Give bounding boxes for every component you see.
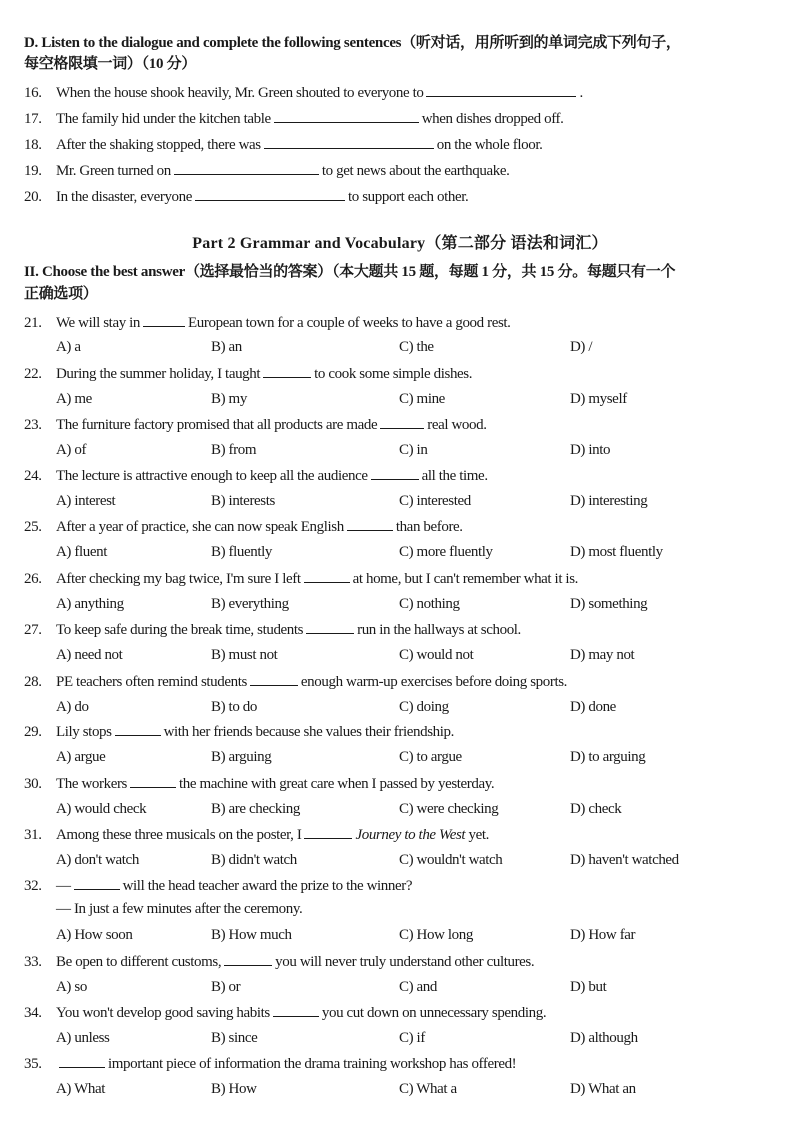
options-22: [56, 389, 776, 409]
question-number: 23.: [24, 417, 42, 433]
option-a[interactable]: A) don't watch: [56, 852, 139, 868]
item-text-before: The family hid under the kitchen table: [56, 111, 271, 127]
option-d[interactable]: D) most fluently: [570, 544, 663, 560]
option-d[interactable]: D) into: [570, 442, 611, 458]
question-number: 21.: [24, 315, 42, 331]
question-text-before: After checking my bag twice, I'm sure I left: [56, 571, 301, 587]
question-text-before: Among these three musicals on the poster, I: [56, 827, 302, 843]
answer-blank[interactable]: [74, 875, 120, 890]
option-d[interactable]: D) /: [570, 339, 593, 355]
question-text-after: yet.: [465, 827, 490, 843]
option-a[interactable]: A) argue: [56, 749, 106, 765]
part2-title: Part 2 Grammar and Vocabulary（第二部分 语法和词汇）: [192, 235, 608, 252]
option-d[interactable]: D) but: [570, 979, 607, 995]
options-30: [56, 799, 776, 819]
question-24: [24, 465, 774, 485]
option-a[interactable]: A) would check: [56, 801, 147, 817]
question-number: 24.: [24, 468, 42, 484]
option-b[interactable]: B) arguing: [211, 749, 272, 765]
answer-blank[interactable]: [304, 568, 350, 583]
question-text-after: important piece of information the drama training workshop has offered!: [108, 1056, 517, 1072]
question-26: [24, 568, 774, 588]
question-number: 31.: [24, 827, 42, 843]
option-a[interactable]: A) of: [56, 442, 87, 458]
question-34: [24, 1002, 774, 1022]
fill-item-17: [24, 108, 774, 128]
option-a[interactable]: A) anything: [56, 596, 124, 612]
question-31: [24, 824, 774, 844]
option-c[interactable]: C) if: [399, 1030, 425, 1046]
question-text-after: European town for a couple of weeks to have a good rest.: [188, 315, 511, 331]
question-text-after: will the head teacher award the prize to the winner?: [122, 878, 413, 894]
option-c[interactable]: C) How long: [399, 927, 473, 943]
option-d[interactable]: D) myself: [570, 391, 627, 407]
answer-blank[interactable]: [264, 134, 434, 149]
option-c[interactable]: C) doing: [399, 699, 449, 715]
option-a[interactable]: A) do: [56, 699, 89, 715]
option-d[interactable]: D) although: [570, 1030, 638, 1046]
question-text-before: The workers: [56, 776, 127, 792]
item-text-after: to support each other.: [348, 189, 469, 205]
question-number: 27.: [24, 622, 42, 638]
option-d[interactable]: D) done: [570, 699, 616, 715]
option-a[interactable]: A) need not: [56, 647, 123, 663]
question-32: [24, 875, 774, 895]
question-text-before: The lecture is attractive enough to keep all the audience: [56, 468, 368, 484]
item-number: 19.: [24, 163, 42, 179]
fill-item-16: [24, 82, 774, 102]
answer-blank[interactable]: [371, 465, 419, 480]
option-b[interactable]: B) must not: [211, 647, 278, 663]
option-c[interactable]: C) in: [399, 442, 428, 458]
option-a[interactable]: A) How soon: [56, 927, 133, 943]
answer-blank[interactable]: [174, 160, 319, 175]
question-text-before: After a year of practice, she can now speak English: [56, 519, 344, 535]
item-text-before: When the house shook heavily, Mr. Green shouted to everyone to: [56, 85, 424, 101]
options-23: [56, 440, 776, 460]
question-text-after: to cook some simple dishes.: [314, 366, 473, 382]
question-22: [24, 363, 774, 383]
option-c[interactable]: C) more fluently: [399, 544, 493, 560]
question-25: [24, 516, 774, 536]
answer-blank[interactable]: [59, 1053, 105, 1068]
item-number: 17.: [24, 111, 42, 127]
item-text-before: In the disaster, everyone: [56, 189, 193, 205]
question-text-after: with her friends because she values their friendship.: [163, 724, 454, 740]
question-text-after: than before.: [395, 519, 463, 535]
option-d[interactable]: D) interesting: [570, 493, 648, 509]
options-28: [56, 697, 776, 717]
item-text-after: .: [579, 85, 583, 101]
question-text-before: Be open to different customs,: [56, 954, 222, 970]
question-text-after: enough warm-up exercises before doing sports.: [300, 674, 568, 690]
question-27: [24, 619, 774, 639]
options-27: [56, 645, 776, 665]
answer-blank[interactable]: [273, 1002, 319, 1017]
item-text-after: when dishes dropped off.: [421, 111, 564, 127]
option-a[interactable]: A) a: [56, 339, 81, 355]
item-text-after: to get news about the earthquake.: [321, 163, 510, 179]
option-c[interactable]: C) and: [399, 979, 438, 995]
fill-item-18: [24, 134, 774, 154]
question-text-after: at home, but I can't remember what it is.: [352, 571, 578, 587]
question-text-after: real wood.: [427, 417, 487, 433]
item-number: 18.: [24, 137, 42, 153]
item-text-before: Mr. Green turned on: [56, 163, 171, 179]
question-number: 35.: [24, 1056, 42, 1072]
answer-blank[interactable]: [143, 312, 185, 327]
option-c[interactable]: C) to argue: [399, 749, 462, 765]
option-d[interactable]: D) check: [570, 801, 622, 817]
fill-item-20: [24, 186, 774, 206]
options-35: [56, 1079, 776, 1099]
question-text-after: all the time.: [421, 468, 488, 484]
question-text-after: you cut down on unnecessary spending.: [321, 1005, 547, 1021]
question-text-before: You won't develop good saving habits: [56, 1005, 270, 1021]
options-31: [56, 850, 776, 870]
option-b[interactable]: B) interests: [211, 493, 275, 509]
option-a[interactable]: A) interest: [56, 493, 116, 509]
option-a[interactable]: A) so: [56, 979, 87, 995]
option-b[interactable]: B) from: [211, 442, 257, 458]
answer-blank[interactable]: [250, 671, 298, 686]
option-b[interactable]: B) my: [211, 391, 247, 407]
option-a[interactable]: A) unless: [56, 1030, 110, 1046]
option-c[interactable]: C) were checking: [399, 801, 499, 817]
musical-title: Journey to the West: [355, 827, 466, 843]
question-text-before: The furniture factory promised that all products are made: [56, 417, 378, 433]
question-text-before: We will stay in: [56, 315, 141, 331]
question-number: 30.: [24, 776, 42, 792]
question-text-before: During the summer holiday, I taught: [56, 366, 261, 382]
answer-blank[interactable]: [263, 363, 311, 378]
answer-blank[interactable]: [347, 516, 393, 531]
question-text-before: To keep safe during the break time, students: [56, 622, 304, 638]
options-33: [56, 977, 776, 997]
question-text-after: run in the hallways at school.: [357, 622, 521, 638]
question-29: [24, 721, 774, 741]
question-33: [24, 951, 774, 971]
options-34: [56, 1028, 776, 1048]
option-b[interactable]: B) since: [211, 1030, 258, 1046]
question-35: [24, 1053, 774, 1073]
option-c[interactable]: C) wouldn't watch: [399, 852, 503, 868]
option-c[interactable]: C) would not: [399, 647, 474, 663]
options-24: [56, 491, 776, 511]
item-text-after: on the whole floor.: [436, 137, 543, 153]
option-d[interactable]: D) How far: [570, 927, 636, 943]
fill-item-19: [24, 160, 774, 180]
item-number: 20.: [24, 189, 42, 205]
option-a[interactable]: A) fluent: [56, 544, 107, 560]
option-c[interactable]: C) nothing: [399, 596, 460, 612]
question-text-before: —: [56, 878, 71, 894]
option-b[interactable]: B) to do: [211, 699, 257, 715]
option-b[interactable]: B) an: [211, 339, 242, 355]
option-b[interactable]: B) are checking: [211, 801, 300, 817]
option-b[interactable]: B) or: [211, 979, 241, 995]
option-d[interactable]: D) may not: [570, 647, 635, 663]
options-26: [56, 594, 776, 614]
section-d-heading-line2: 每空格限填一词）（10 分）: [24, 56, 197, 72]
answer-blank[interactable]: [304, 824, 352, 839]
answer-blank[interactable]: [224, 951, 272, 966]
question-number: 29.: [24, 724, 42, 740]
options-21: [56, 337, 776, 357]
section-ii-heading-line1: II. Choose the best answer（选择最恰当的答案）（本大题共 15 题，每题 1 分，共 15 分。每题只有一个: [24, 264, 676, 280]
question-30: [24, 773, 774, 793]
option-a[interactable]: A) What: [56, 1081, 105, 1097]
option-a[interactable]: A) me: [56, 391, 92, 407]
answer-blank[interactable]: [426, 82, 576, 97]
option-b[interactable]: B) fluently: [211, 544, 273, 560]
question-number: 25.: [24, 519, 42, 535]
option-b[interactable]: B) didn't watch: [211, 852, 297, 868]
question-number: 33.: [24, 954, 42, 970]
item-number: 16.: [24, 85, 42, 101]
option-b[interactable]: B) everything: [211, 596, 289, 612]
question-number: 26.: [24, 571, 42, 587]
options-32: [56, 925, 776, 945]
question-number: 22.: [24, 366, 42, 382]
answer-blank[interactable]: [274, 108, 419, 123]
answer-blank[interactable]: [195, 186, 345, 201]
option-c[interactable]: C) mine: [399, 391, 445, 407]
option-d[interactable]: D) something: [570, 596, 648, 612]
question-text-before: PE teachers often remind students: [56, 674, 247, 690]
question-21: [24, 312, 774, 332]
option-d[interactable]: D) haven't watched: [570, 852, 679, 868]
answer-blank[interactable]: [380, 414, 424, 429]
question-number: 34.: [24, 1005, 42, 1021]
question-28: [24, 671, 774, 691]
answer-blank[interactable]: [115, 721, 161, 736]
options-29: [56, 747, 776, 767]
option-c[interactable]: C) interested: [399, 493, 471, 509]
item-text-before: After the shaking stopped, there was: [56, 137, 261, 153]
option-d[interactable]: D) to arguing: [570, 749, 646, 765]
options-25: [56, 542, 776, 562]
answer-blank[interactable]: [306, 619, 354, 634]
question-32-response: — In just a few minutes after the ceremony.: [56, 901, 303, 917]
question-text-after: the machine with great care when I passed by yesterday.: [179, 776, 495, 792]
question-23: [24, 414, 774, 434]
option-b[interactable]: B) How much: [211, 927, 292, 943]
section-d-heading-line1: D. Listen to the dialogue and complete the following sentences（听对话，用所听到的单词完成下列句子，: [24, 35, 681, 51]
option-c[interactable]: C) the: [399, 339, 434, 355]
question-text-after: you will never truly understand other cultures.: [275, 954, 535, 970]
option-d[interactable]: D) What an: [570, 1081, 636, 1097]
question-number: 28.: [24, 674, 42, 690]
question-text-before: Lily stops: [56, 724, 112, 740]
option-b[interactable]: B) How: [211, 1081, 257, 1097]
section-ii-heading-line2: 正确选项）: [24, 286, 98, 302]
question-number: 32.: [24, 878, 42, 894]
answer-blank[interactable]: [130, 773, 176, 788]
option-c[interactable]: C) What a: [399, 1081, 457, 1097]
